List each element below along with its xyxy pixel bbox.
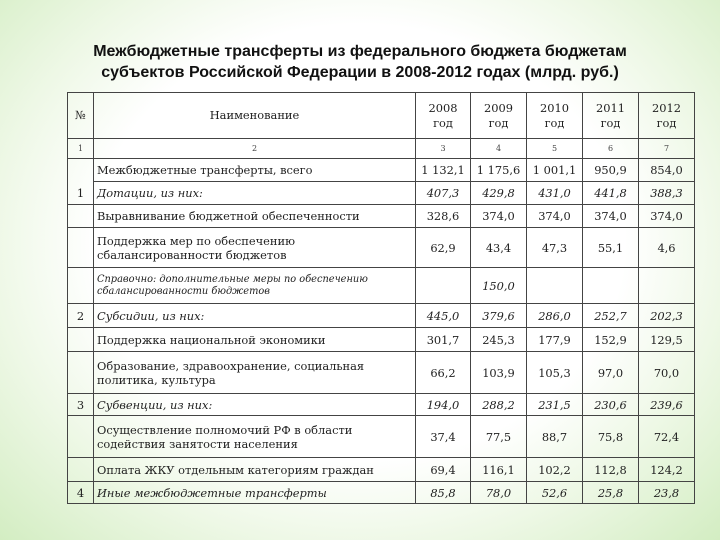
index-cell: 7 — [639, 139, 695, 159]
value-2011 — [583, 268, 639, 304]
value-2012: 4,6 — [639, 228, 695, 268]
value-2011: 75,8 — [583, 416, 639, 458]
row-name: Дотации, из них: — [94, 182, 416, 205]
value-2012: 70,0 — [639, 352, 695, 394]
row-name: Осуществление полномочий РФ в области содействия занятости населения — [94, 416, 416, 458]
table-row — [68, 205, 695, 228]
row-name: Выравнивание бюджетной обеспеченности — [94, 205, 416, 228]
index-cell: 1 — [68, 139, 94, 159]
header-row — [68, 93, 695, 139]
value-2009: 78,0 — [471, 482, 527, 504]
value-2008: 194,0 — [416, 394, 471, 416]
table-row — [68, 228, 695, 268]
value-2012: 124,2 — [639, 458, 695, 482]
value-2011: 112,8 — [583, 458, 639, 482]
row-number: 1 — [68, 182, 94, 205]
index-cell: 3 — [416, 139, 471, 159]
value-2009: 288,2 — [471, 394, 527, 416]
row-name: Иные межбюджетные трансферты — [94, 482, 416, 504]
value-2008: 407,3 — [416, 182, 471, 205]
value-2012: 23,8 — [639, 482, 695, 504]
value-2010: 1 001,1 — [527, 159, 583, 182]
row-name: Образование, здравоохранение, социальная политика, культура — [94, 352, 416, 394]
row-name: Межбюджетные трансферты, всего — [94, 159, 416, 182]
value-2008: 66,2 — [416, 352, 471, 394]
table-row — [68, 328, 695, 352]
value-2012: 239,6 — [639, 394, 695, 416]
header-name: Наименование — [94, 93, 416, 139]
value-2010: 47,3 — [527, 228, 583, 268]
value-2008 — [416, 268, 471, 304]
value-2008: 85,8 — [416, 482, 471, 504]
row-number — [68, 352, 94, 394]
table-row — [68, 458, 695, 482]
table-row — [68, 416, 695, 458]
title-line-2: субъектов Российской Федерации в 2008-2012 годах (млрд. руб.) — [101, 64, 619, 81]
value-2009: 1 175,6 — [471, 159, 527, 182]
value-2011: 252,7 — [583, 304, 639, 328]
value-2011: 55,1 — [583, 228, 639, 268]
value-2008: 328,6 — [416, 205, 471, 228]
row-number: 4 — [68, 482, 94, 504]
row-name: Поддержка национальной экономики — [94, 328, 416, 352]
value-2011: 152,9 — [583, 328, 639, 352]
table-row-subsidies — [68, 304, 695, 328]
value-2010: 105,3 — [527, 352, 583, 394]
value-2010: 177,9 — [527, 328, 583, 352]
index-cell: 2 — [94, 139, 416, 159]
value-2011: 374,0 — [583, 205, 639, 228]
table-row — [68, 352, 695, 394]
value-2008: 1 132,1 — [416, 159, 471, 182]
row-name: Субсидии, из них: — [94, 304, 416, 328]
value-2008: 301,7 — [416, 328, 471, 352]
transfers-table — [67, 92, 695, 504]
value-2012: 202,3 — [639, 304, 695, 328]
header-year-2012: 2012 год — [639, 93, 695, 139]
value-2012: 854,0 — [639, 159, 695, 182]
value-2010: 374,0 — [527, 205, 583, 228]
header-num: № — [68, 93, 94, 139]
value-2011: 97,0 — [583, 352, 639, 394]
value-2012 — [639, 268, 695, 304]
row-number — [68, 268, 94, 304]
value-2009: 116,1 — [471, 458, 527, 482]
value-2008: 445,0 — [416, 304, 471, 328]
row-number — [68, 416, 94, 458]
table-row-dotations — [68, 182, 695, 205]
value-2009: 379,6 — [471, 304, 527, 328]
row-name: Справочно: дополнительные меры по обеспечению сбалансированности бюджетов — [94, 268, 416, 304]
value-2011: 230,6 — [583, 394, 639, 416]
index-cell: 6 — [583, 139, 639, 159]
table-row-reference — [68, 268, 695, 304]
value-2009: 245,3 — [471, 328, 527, 352]
value-2009: 150,0 — [471, 268, 527, 304]
row-name: Поддержка мер по обеспечению сбалансированности бюджетов — [94, 228, 416, 268]
header-year-2011: 2011 год — [583, 93, 639, 139]
row-number — [68, 458, 94, 482]
value-2011: 25,8 — [583, 482, 639, 504]
value-2010: 231,5 — [527, 394, 583, 416]
index-cell: 5 — [527, 139, 583, 159]
value-2010: 88,7 — [527, 416, 583, 458]
value-2012: 388,3 — [639, 182, 695, 205]
value-2009: 43,4 — [471, 228, 527, 268]
value-2010: 431,0 — [527, 182, 583, 205]
value-2009: 374,0 — [471, 205, 527, 228]
slide-title — [60, 41, 660, 83]
value-2012: 374,0 — [639, 205, 695, 228]
value-2010 — [527, 268, 583, 304]
index-cell: 4 — [471, 139, 527, 159]
value-2011: 441,8 — [583, 182, 639, 205]
row-number — [68, 159, 94, 182]
header-year-2008: 2008 год — [416, 93, 471, 139]
value-2009: 103,9 — [471, 352, 527, 394]
row-number — [68, 328, 94, 352]
value-2008: 37,4 — [416, 416, 471, 458]
title-line-1: Межбюджетные трансферты из федерального бюджета бюджетам — [93, 43, 627, 60]
row-name: Оплата ЖКУ отдельным категориям граждан — [94, 458, 416, 482]
value-2010: 102,2 — [527, 458, 583, 482]
row-number — [68, 228, 94, 268]
value-2009: 429,8 — [471, 182, 527, 205]
table-row-other-transfers — [68, 482, 695, 504]
header-year-2009: 2009 год — [471, 93, 527, 139]
value-2009: 77,5 — [471, 416, 527, 458]
value-2011: 950,9 — [583, 159, 639, 182]
row-number: 3 — [68, 394, 94, 416]
row-name: Субвенции, из них: — [94, 394, 416, 416]
row-number — [68, 205, 94, 228]
value-2012: 129,5 — [639, 328, 695, 352]
value-2008: 69,4 — [416, 458, 471, 482]
table-row-total — [68, 159, 695, 182]
value-2008: 62,9 — [416, 228, 471, 268]
table-row-subventions — [68, 394, 695, 416]
row-number: 2 — [68, 304, 94, 328]
index-row — [68, 139, 695, 159]
header-year-2010: 2010 год — [527, 93, 583, 139]
value-2010: 286,0 — [527, 304, 583, 328]
value-2012: 72,4 — [639, 416, 695, 458]
value-2010: 52,6 — [527, 482, 583, 504]
